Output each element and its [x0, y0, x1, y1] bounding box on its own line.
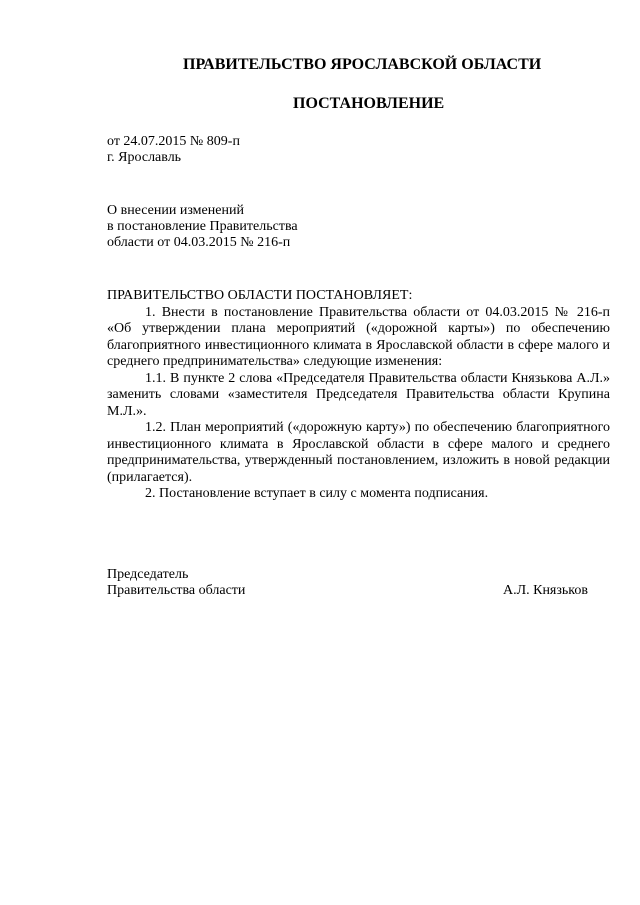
document-type-heading: ПОСТАНОВЛЕНИЕ: [293, 95, 445, 112]
document-body: [107, 288, 610, 503]
signatory-title-line-2: Правительства области: [107, 583, 246, 598]
paragraph-2: 2. Постановление вступает в силу с момента подписания.: [145, 486, 489, 501]
organization-heading: ПРАВИТЕЛЬСТВО ЯРОСЛАВСКОЙ ОБЛАСТИ: [183, 56, 542, 73]
subject-line-3: области от 04.03.2015 № 216-п: [107, 235, 291, 250]
paragraph-1-1: 1.1. В пункте 2 слова «Председателя Правительства области Князькова А.Л.» заменить словами «заместителя Председателя Правительства области Крупина М.Л.».: [107, 370, 610, 419]
paragraph-1: 1. Внести в постановление Правительства области от 04.03.2015 № 216-п «Об утверждении плана мероприятий («дорожной карты») по обеспечению благоприятного инвестиционного климата в Ярославской области в сфере малого и среднего предпринимательства» следующие изменения:: [107, 304, 610, 369]
subject-line-1: О внесении изменений: [107, 203, 244, 218]
city: г. Ярославль: [107, 150, 182, 165]
signatory-title-line-1: Председатель: [107, 567, 189, 582]
preamble: ПРАВИТЕЛЬСТВО ОБЛАСТИ ПОСТАНОВЛЯЕТ:: [107, 288, 413, 303]
subject-line-2: в постановление Правительства: [107, 219, 298, 234]
signatory-name: А.Л. Князьков: [503, 583, 588, 598]
date-number: от 24.07.2015 № 809-п: [107, 134, 240, 149]
paragraph-1-2: 1.2. План мероприятий («дорожную карту») по обеспечению благоприятного инвестиционного климата в Ярославской области в сфере малого и среднего предпринимательства, утвержденный постановлением, изложить в новой редакции (прилагается).: [107, 420, 610, 485]
